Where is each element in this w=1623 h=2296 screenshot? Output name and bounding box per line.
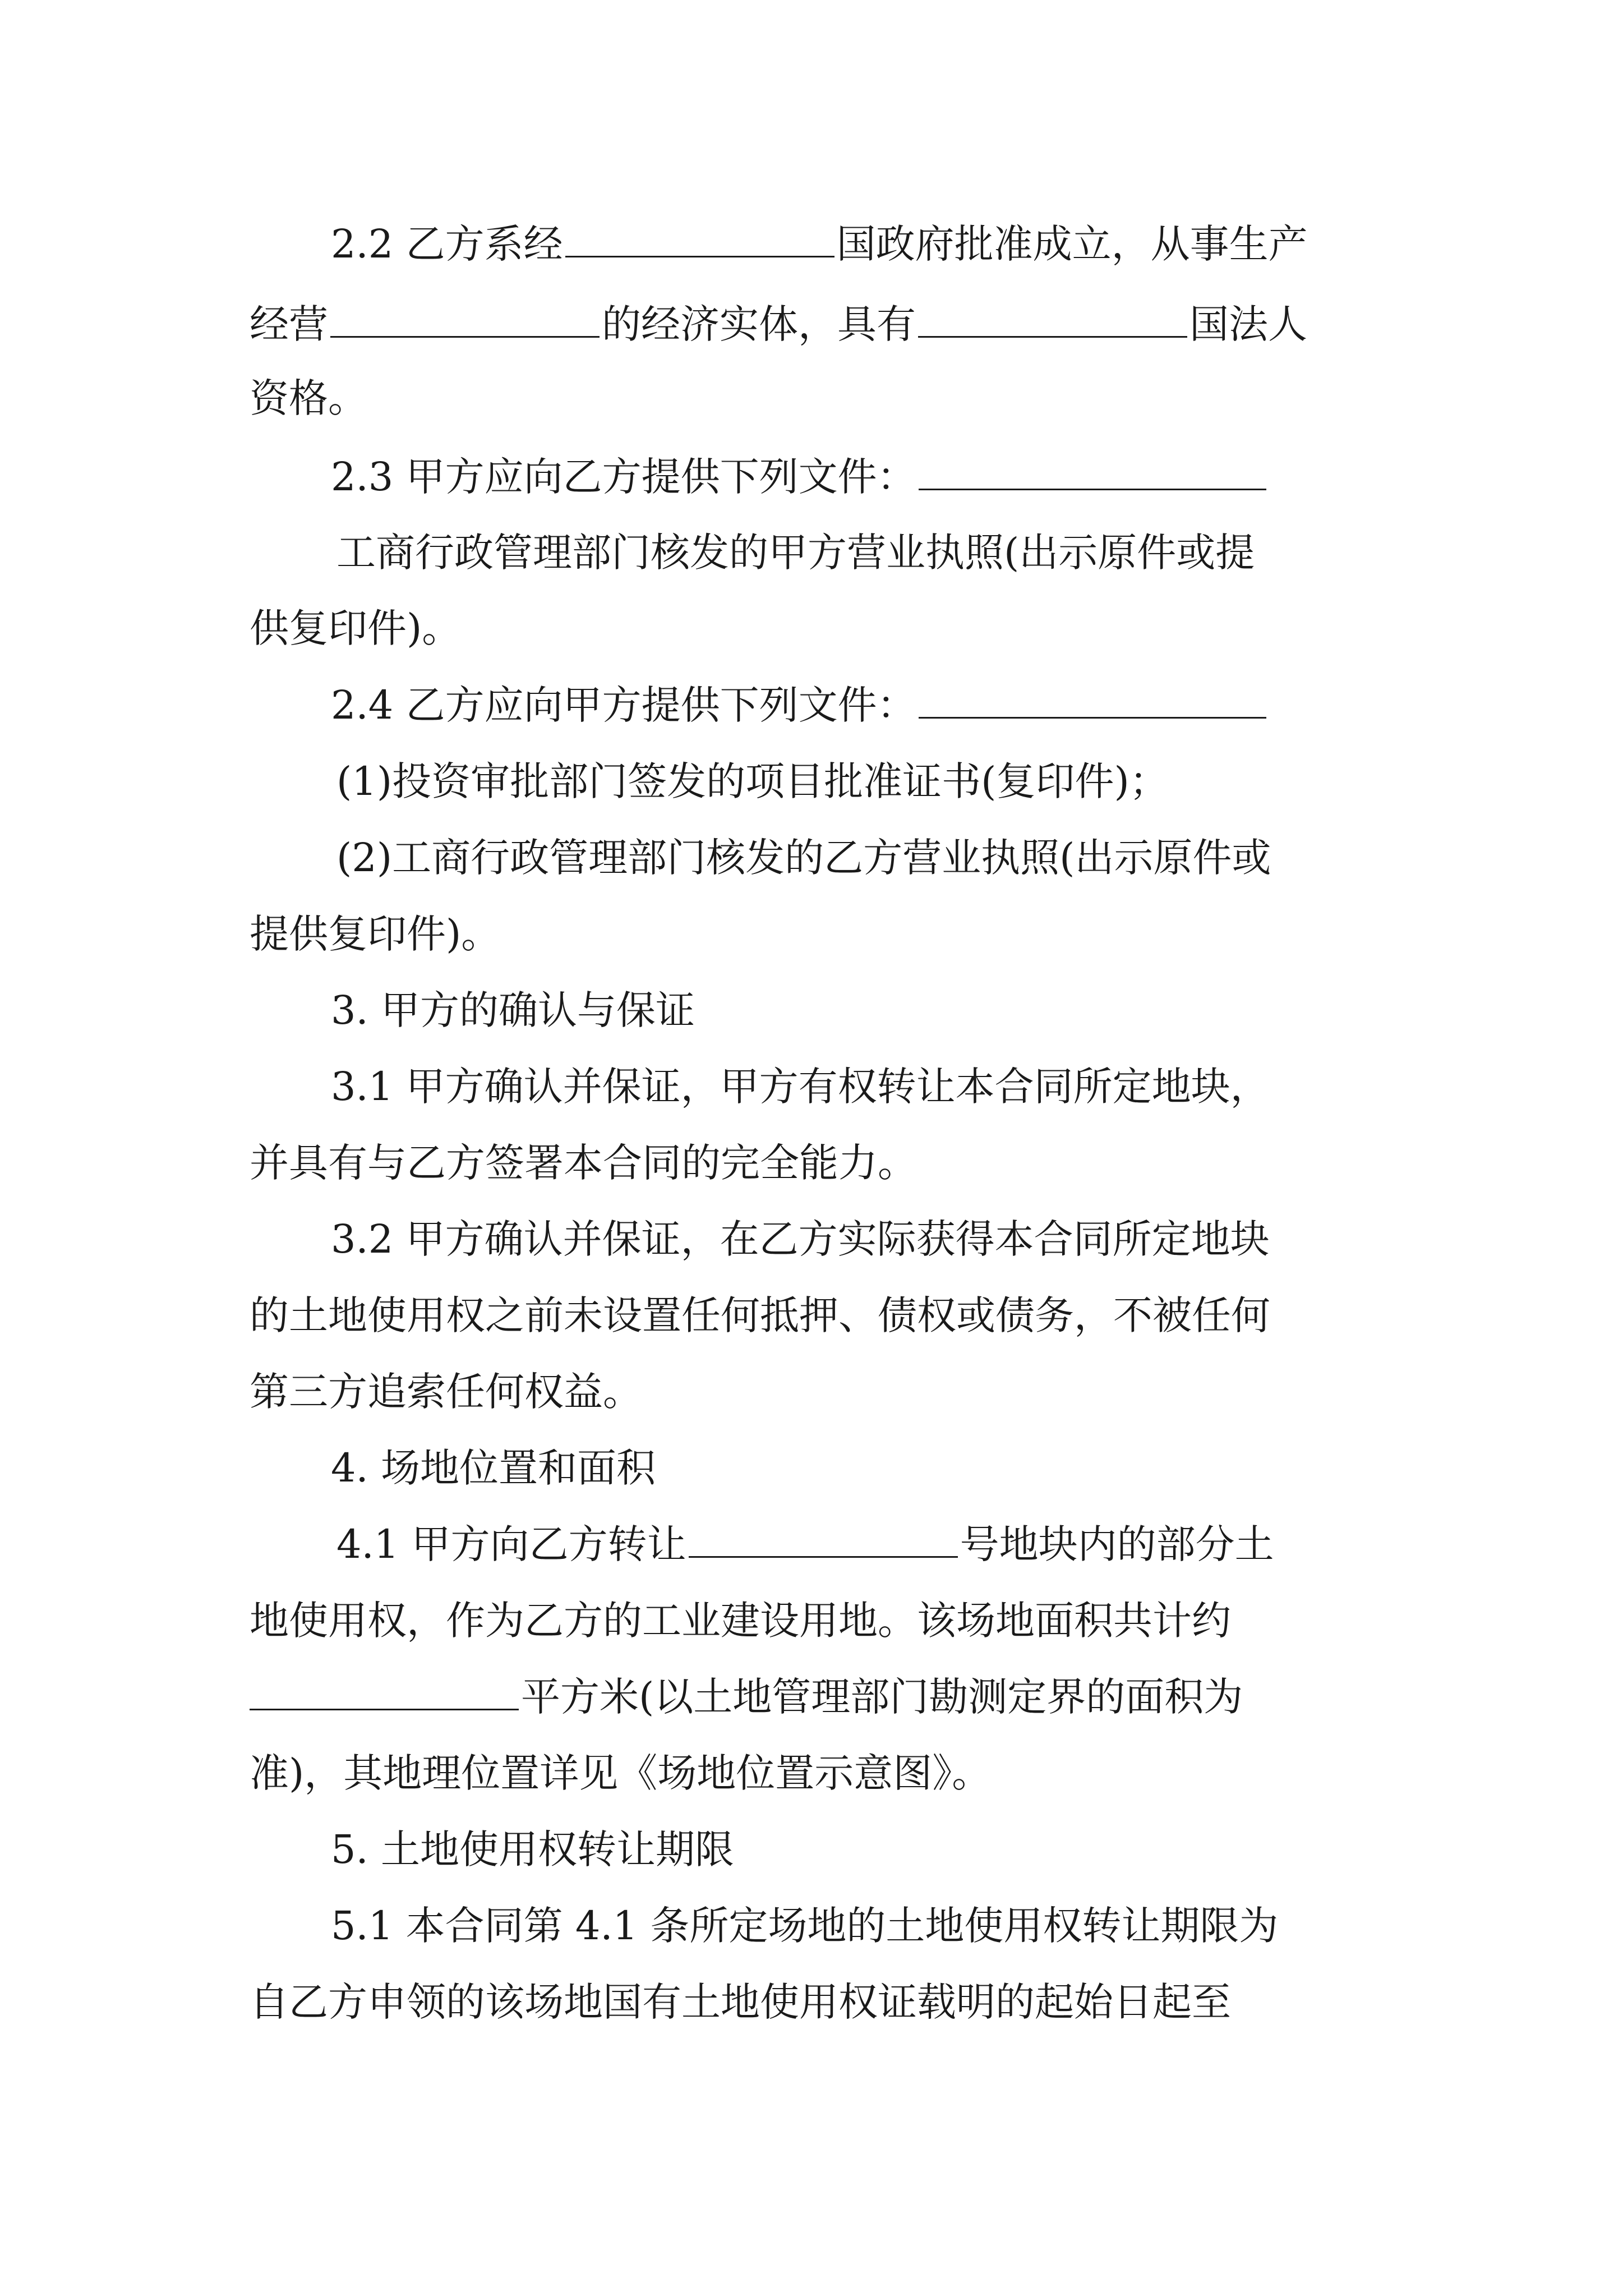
section-heading-4 (331, 1434, 656, 1502)
para-3-1-line-2 (250, 1129, 917, 1197)
section-heading-3 (331, 977, 695, 1044)
blank-field (330, 302, 600, 338)
para-2-3-line-1 (331, 443, 1269, 510)
blank-field (919, 683, 1266, 719)
para-2-4-text-d: 提供复印件)。 (250, 911, 501, 957)
para-2-2-text-a: 2.2 乙方系经 (331, 221, 563, 267)
heading-4-text: 4. 场地位置和面积 (331, 1445, 656, 1491)
para-4-1-text-b: 号地块内的部分土 (960, 1521, 1274, 1567)
para-5-1-text-a: 5.1 本合同第 4.1 条所定场地的土地使用权转让期限为 (331, 1903, 1279, 1949)
para-3-2-line-1 (331, 1205, 1270, 1273)
blank-field (919, 455, 1266, 490)
para-4-1-text-d: 平方米(以土地管理部门勘测定界的面积为 (521, 1674, 1243, 1720)
para-2-4-line-3 (336, 824, 1271, 891)
para-3-2-text-c: 第三方追索任何权益。 (250, 1369, 642, 1415)
para-4-1-line-1 (336, 1511, 1274, 1578)
para-4-1-line-3 (250, 1663, 1243, 1731)
para-2-3-line-2 (336, 519, 1255, 586)
para-4-1-line-2 (250, 1587, 1231, 1654)
para-4-1-text-e: 准)，其地理位置详见《场地位置示意图》。 (250, 1750, 992, 1796)
heading-3-text: 3. 甲方的确认与保证 (331, 987, 695, 1033)
para-5-1-line-1 (331, 1892, 1278, 1959)
para-2-4-text-c: (2)工商行政管理部门核发的乙方营业执照(出示原件或 (336, 835, 1271, 881)
para-2-4-line-1 (331, 671, 1269, 739)
section-heading-5 (331, 1816, 734, 1883)
para-3-1-text-a: 3.1 甲方确认并保证，甲方有权转让本合同所定地块， (331, 1064, 1270, 1110)
para-2-3-text-a: 2.3 甲方应向乙方提供下列文件： (331, 454, 916, 500)
blank-field (250, 1675, 519, 1710)
para-3-1-text-b: 并具有与乙方签署本合同的完全能力。 (250, 1140, 917, 1186)
para-2-4-line-2 (336, 748, 1169, 815)
para-2-2-text-f: 资格。 (250, 375, 367, 421)
para-5-1-text-b: 自乙方申领的该场地国有土地使用权证载明的起始日起至 (250, 1979, 1231, 2025)
para-2-2-text-d: 的经济实体，具有 (602, 301, 916, 347)
para-2-2-text-c: 经营 (250, 301, 328, 347)
para-5-1-line-2 (250, 1968, 1231, 2036)
blank-field (689, 1522, 958, 1558)
para-2-4-line-4 (250, 900, 500, 968)
para-2-4-text-a: 2.4 乙方应向甲方提供下列文件： (331, 682, 916, 728)
para-4-1-line-4 (250, 1740, 991, 1807)
para-2-2-text-b: 国政府批准成立，从事生产 (836, 221, 1308, 267)
para-3-2-line-3 (250, 1358, 642, 1425)
para-3-2-line-2 (250, 1282, 1270, 1349)
para-2-2-line-3 (250, 365, 367, 432)
para-2-4-text-b: (1)投资审批部门签发的项目批准证书(复印件)； (336, 758, 1169, 804)
para-3-1-line-1 (331, 1053, 1270, 1120)
heading-5-text: 5. 土地使用权转让期限 (331, 1826, 735, 1872)
para-2-2-line-1 (331, 210, 1308, 278)
para-4-1-text-c: 地使用权，作为乙方的工业建设用地。该场地面积共计约 (250, 1598, 1231, 1644)
blank-field (918, 302, 1187, 338)
blank-field (565, 222, 834, 257)
para-2-3-line-3 (250, 595, 461, 662)
para-3-2-text-a: 3.2 甲方确认并保证，在乙方实际获得本合同所定地块 (331, 1216, 1270, 1262)
para-4-1-text-a: 4.1 甲方向乙方转让 (336, 1521, 686, 1567)
para-2-2-text-e: 国法人 (1189, 301, 1307, 347)
para-2-2-line-2 (250, 291, 1307, 358)
para-2-3-text-c: 供复印件)。 (250, 605, 462, 651)
para-2-3-text-b: 工商行政管理部门核发的甲方营业执照(出示原件或提 (336, 530, 1255, 576)
para-3-2-text-b: 的土地使用权之前未设置任何抵押、债权或债务，不被任何 (250, 1292, 1270, 1338)
